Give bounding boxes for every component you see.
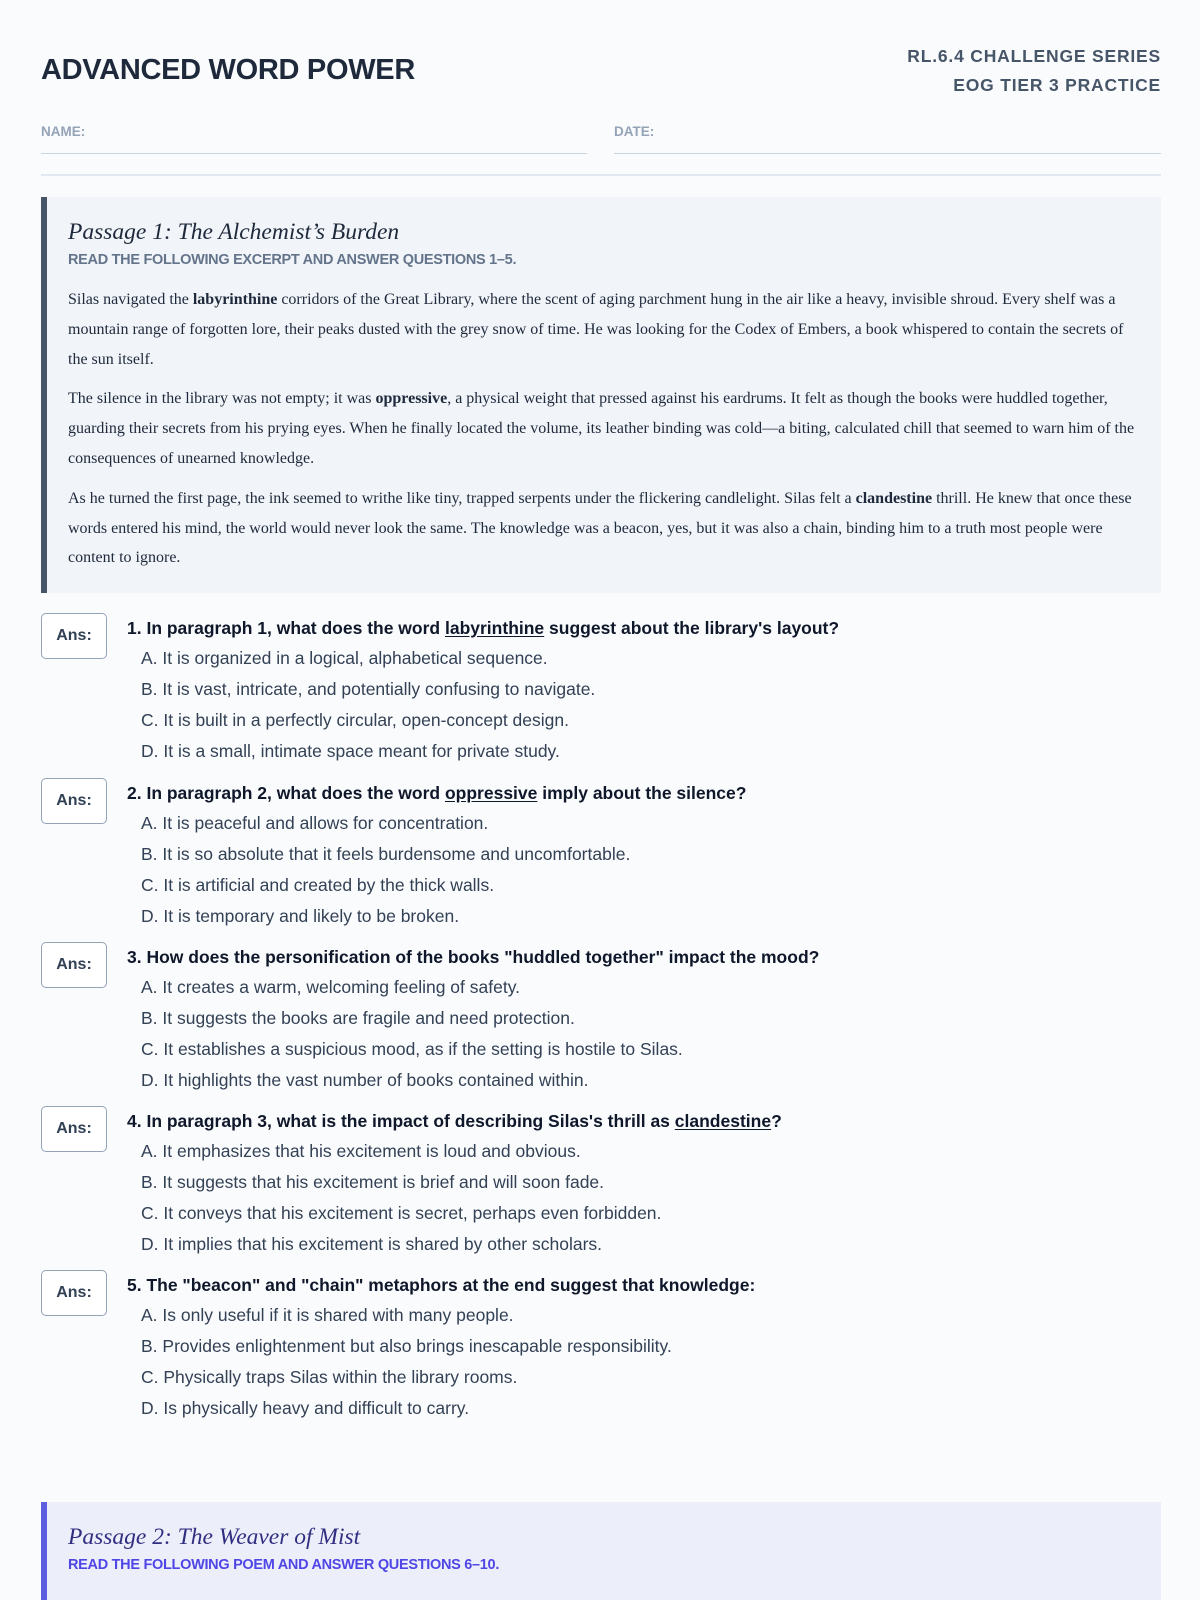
date-label: DATE: <box>614 124 655 139</box>
answer-option[interactable]: A. It creates a warm, welcoming feeling of safety. <box>141 977 521 997</box>
answer-option[interactable]: C. It is built in a perfectly circular, open-concept design. <box>141 710 569 730</box>
series-line-2: EOG TIER 3 PRACTICE <box>953 75 1161 95</box>
vocab-word: clandestine <box>855 489 933 507</box>
answer-option[interactable]: D. It highlights the vast number of books contained within. <box>141 1070 589 1090</box>
passage-1 <box>41 197 1161 593</box>
answer-option[interactable]: D. It implies that his excitement is shared by other scholars. <box>141 1234 603 1254</box>
name-field[interactable] <box>41 124 587 154</box>
answer-option[interactable]: C. It is artificial and created by the thick walls. <box>141 875 495 895</box>
answer-option[interactable]: D. It is temporary and likely to be broken. <box>141 906 460 926</box>
question-stem: 2. In paragraph 2, what does the word oppressive imply about the silence? <box>127 783 747 803</box>
option-list <box>141 643 595 767</box>
answer-option[interactable]: A. It emphasizes that his excitement is loud and obvious. <box>141 1141 581 1161</box>
passage-paragraph: As he turned the first page, the ink seemed to writhe like tiny, trapped serpents under the flickering candlelight. Silas felt a clandestine thrill. He knew that once these words entered his mind, the world would never look the same. The knowledge was a beacon, yes, but it was also a chain, binding him to a truth most people were content to ignore. <box>68 489 1132 567</box>
question-stem: 3. How does the personification of the books "huddled together" impact the mood? <box>127 947 820 967</box>
answer-option[interactable]: C. It establishes a suspicious mood, as if the setting is hostile to Silas. <box>141 1039 683 1059</box>
answer-box[interactable]: Ans: <box>41 613 107 659</box>
passage-title: Passage 2: The Weaver of Mist <box>68 1524 361 1550</box>
name-label: NAME: <box>41 124 86 139</box>
option-list <box>141 1136 661 1260</box>
question-stem: 5. The "beacon" and "chain" metaphors at the end suggest that knowledge: <box>127 1275 756 1295</box>
answer-box[interactable]: Ans: <box>41 1270 107 1316</box>
passage-paragraph: The silence in the library was not empty; it was oppressive, a physical weight that pressed against his eardrums. It felt as though the books were huddled together, guarding their secrets from his prying eyes. When he finally located the volume, its leather binding was cold—a biting, calculated chill that seemed to warn him of the consequences of unearned knowledge. <box>68 390 1135 467</box>
answer-option[interactable]: D. Is physically heavy and difficult to carry. <box>141 1398 470 1418</box>
passage-paragraph: Silas navigated the labyrinthine corridors of the Great Library, where the scent of aging parchment hung in the air like a heavy, invisible shroud. Every shelf was a mountain range of forgotten lore, their peaks dusted with the grey snow of time. He was looking for the Codex of Embers, a book whispered to contain the secrets of the sun itself. <box>68 291 1124 368</box>
option-list <box>141 972 683 1096</box>
answer-option[interactable]: B. It suggests that his excitement is brief and will soon fade. <box>141 1172 605 1192</box>
answer-option[interactable]: C. It conveys that his excitement is secret, perhaps even forbidden. <box>141 1203 662 1223</box>
answer-option[interactable]: A. It is organized in a logical, alphabetical sequence. <box>141 648 548 668</box>
answer-option[interactable]: A. Is only useful if it is shared with many people. <box>141 1305 514 1325</box>
answer-option[interactable]: B. It suggests the books are fragile and need protection. <box>141 1008 575 1028</box>
vocab-word: oppressive <box>375 390 448 408</box>
answer-option[interactable]: C. Physically traps Silas within the library rooms. <box>141 1367 518 1387</box>
passage-title: Passage 1: The Alchemist’s Burden <box>68 219 400 245</box>
question-stem: 1. In paragraph 1, what does the word labyrinthine suggest about the library's layout? <box>127 618 840 638</box>
page-title: ADVANCED WORD POWER <box>41 54 415 86</box>
date-field[interactable] <box>614 124 1161 154</box>
answer-option[interactable]: B. It is so absolute that it feels burdensome and uncomfortable. <box>141 844 631 864</box>
series-label <box>907 42 1161 100</box>
passage-2 <box>41 1502 1161 1600</box>
question-stem: 4. In paragraph 3, what is the impact of describing Silas's thrill as clandestine? <box>127 1111 782 1131</box>
passage-instruction: READ THE FOLLOWING EXCERPT AND ANSWER QUESTIONS 1–5. <box>68 252 517 268</box>
passage-instruction: READ THE FOLLOWING POEM AND ANSWER QUESTIONS 6–10. <box>68 1557 500 1573</box>
series-line-1: RL.6.4 CHALLENGE SERIES <box>907 46 1161 66</box>
option-list <box>141 808 630 932</box>
vocab-word: labyrinthine <box>192 291 278 308</box>
answer-option[interactable]: B. It is vast, intricate, and potentially confusing to navigate. <box>141 679 596 699</box>
answer-option[interactable]: A. It is peaceful and allows for concentration. <box>141 813 489 833</box>
option-list <box>141 1300 672 1424</box>
answer-box[interactable]: Ans: <box>41 942 107 988</box>
header-divider <box>41 174 1161 176</box>
answer-option[interactable]: D. It is a small, intimate space meant for private study. <box>141 741 560 761</box>
answer-box[interactable]: Ans: <box>41 1106 107 1152</box>
answer-box[interactable]: Ans: <box>41 778 107 824</box>
answer-option[interactable]: B. Provides enlightenment but also brings inescapable responsibility. <box>141 1336 672 1356</box>
